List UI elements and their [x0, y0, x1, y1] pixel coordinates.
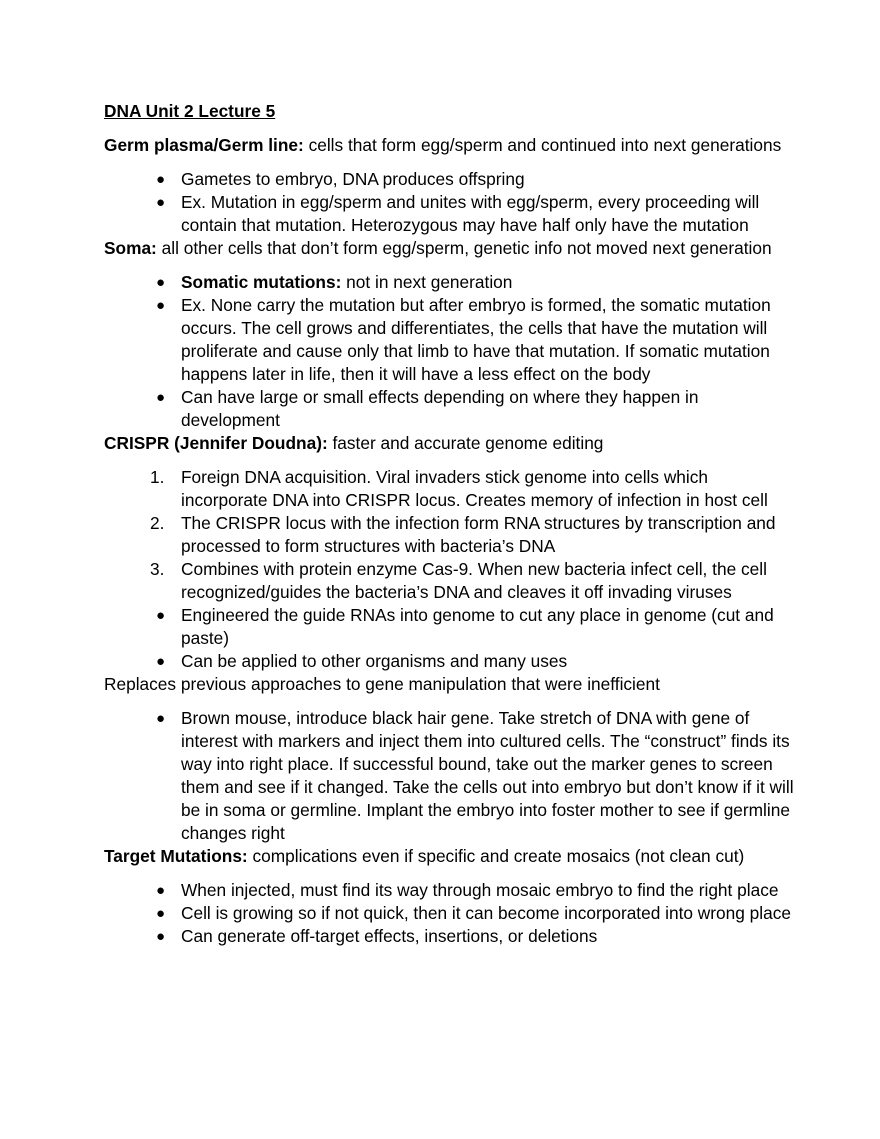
- number-marker: 3.: [150, 559, 165, 579]
- term-somatic-mutations: Somatic mutations:: [181, 272, 342, 292]
- crispr-bullet-list: [104, 604, 794, 673]
- term-target-mutations: Target Mutations:: [104, 846, 248, 866]
- numbered-item: 1. Foreign DNA acquisition. Viral invaders stick genome into cells which incorporate DNA into CRISPR locus. Creates memory of infection in host cell: [150, 467, 768, 510]
- target-mutations-definition: Target Mutations: complications even if specific and create mosaics (not clean cut): [104, 846, 745, 866]
- list-item: ● Can be applied to other organisms and many uses: [156, 651, 568, 671]
- list-item: ● Engineered the guide RNAs into genome to cut any place in genome (cut and paste): [156, 605, 774, 648]
- list-item: ● Brown mouse, introduce black hair gene. Take stretch of DNA with gene of interest with markers and inject them into cultured cells. The “construct” finds its way into right place. If successful bound, take out the marker genes to screen them and see if it changed. Take the cells out into embryo but don’t know if it will be in soma or germline. Implant the embryo into foster mother to see if germline changes right: [156, 708, 794, 843]
- term-soma: Soma:: [104, 238, 157, 258]
- numbered-item: 2. The CRISPR locus with the infection form RNA structures by transcription and processed to form structures with bacteria’s DNA: [150, 513, 776, 556]
- target-mutations-list: [104, 879, 794, 948]
- bullet-icon: ●: [156, 653, 166, 670]
- list-item: ● Ex. Mutation in egg/sperm and unites with egg/sperm, every proceeding will contain that mutation. Heterozygous may have half only have the mutation: [156, 192, 760, 235]
- bullet-icon: ●: [156, 928, 166, 945]
- bullet-icon: ●: [156, 882, 166, 899]
- bullet-icon: ●: [156, 194, 166, 211]
- crispr-definition: CRISPR (Jennifer Doudna): faster and accurate genome editing: [104, 433, 604, 453]
- numbered-item: 3. Combines with protein enzyme Cas-9. When new bacteria infect cell, the cell recognized/guides the bacteria’s DNA and cleaves it off invading viruses: [150, 559, 767, 602]
- soma-list: [104, 271, 794, 432]
- document-title: DNA Unit 2 Lecture 5: [104, 101, 276, 121]
- document-page: [104, 100, 794, 948]
- mouse-example-list: [104, 707, 794, 845]
- bullet-icon: ●: [156, 297, 166, 314]
- bullet-icon: ●: [156, 171, 166, 188]
- term-germ-line: Germ plasma/Germ line:: [104, 135, 304, 155]
- crispr-numbered-list: [104, 466, 794, 604]
- number-marker: 1.: [150, 467, 165, 487]
- germ-line-definition: Germ plasma/Germ line: cells that form egg/sperm and continued into next generations: [104, 135, 782, 155]
- list-item: ● Can have large or small effects depending on where they happen in development: [156, 387, 699, 430]
- germ-line-list: [104, 168, 794, 237]
- term-crispr: CRISPR (Jennifer Doudna):: [104, 433, 328, 453]
- soma-definition: Soma: all other cells that don’t form egg/sperm, genetic info not moved next generation: [104, 238, 772, 258]
- list-item: ● Cell is growing so if not quick, then it can become incorporated into wrong place: [156, 903, 791, 923]
- list-item: ● Ex. None carry the mutation but after embryo is formed, the somatic mutation occurs. The cell grows and differentiates, the cells that have the mutation will proliferate and cause only that limb to have that mutation. If somatic mutation happens later in life, then it will have a less effect on the body: [156, 295, 771, 384]
- replaces-paragraph: Replaces previous approaches to gene manipulation that were inefficient: [104, 674, 660, 694]
- bullet-icon: ●: [156, 274, 166, 291]
- number-marker: 2.: [150, 513, 165, 533]
- list-item: ● Gametes to embryo, DNA produces offspring: [156, 169, 525, 189]
- list-item: ● When injected, must find its way through mosaic embryo to find the right place: [156, 880, 779, 900]
- list-item: ● Somatic mutations: not in next generation: [156, 272, 513, 292]
- bullet-icon: ●: [156, 710, 166, 727]
- bullet-icon: ●: [156, 389, 166, 406]
- bullet-icon: ●: [156, 905, 166, 922]
- bullet-icon: ●: [156, 607, 166, 624]
- list-item: ● Can generate off-target effects, insertions, or deletions: [156, 926, 598, 946]
